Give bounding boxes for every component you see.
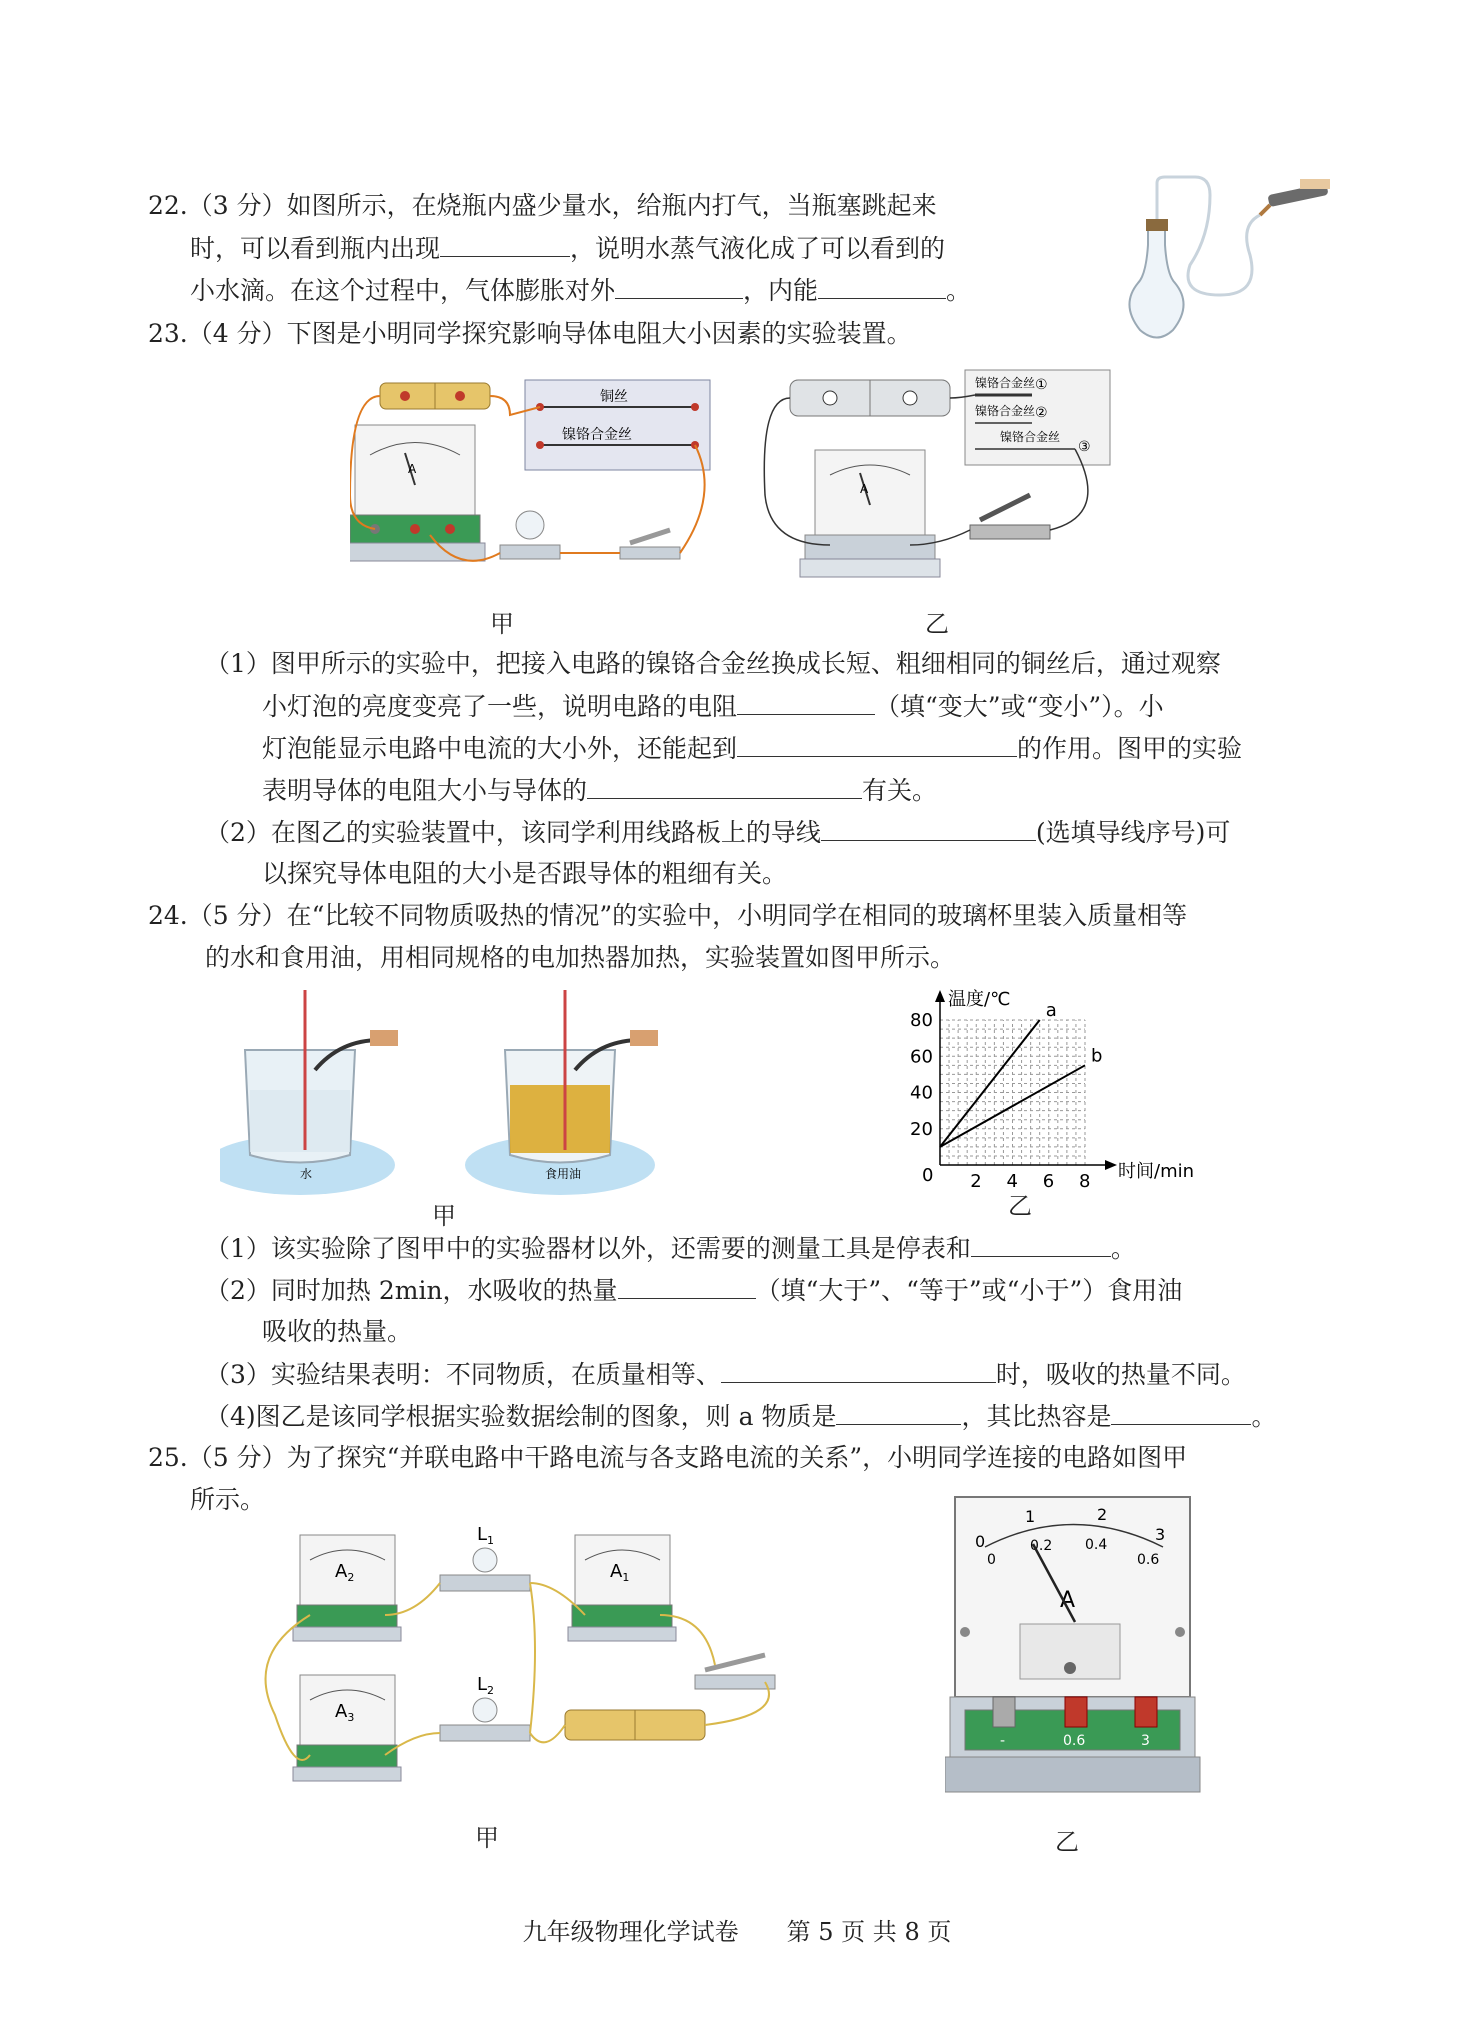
- svg-text:镍铬合金丝: 镍铬合金丝: [1000, 430, 1061, 444]
- svg-text:0.4: 0.4: [1085, 1537, 1108, 1553]
- svg-text:-: -: [1000, 1733, 1006, 1749]
- chart-grid: [940, 1020, 1085, 1165]
- q23-p2-line2: 以探究导体电阻的大小是否跟导体的粗细有关。: [262, 859, 788, 888]
- svg-text:A2: $A_2$: [335, 1561, 355, 1584]
- q25-cap-yi: 乙: [1055, 1828, 1079, 1856]
- q24-blank4[interactable]: [836, 1400, 961, 1425]
- q22-line3: 小水滴。在这个过程中，气体膨胀对外 ，内能 。: [190, 276, 972, 305]
- tube-icon: [1157, 177, 1260, 295]
- svg-text:2: 2: [1097, 1505, 1108, 1524]
- bulb-l2-icon: [473, 1698, 497, 1722]
- terminal-negative-icon: [993, 1697, 1015, 1727]
- q22-blank1[interactable]: [440, 232, 570, 257]
- wire-copper-label: 铜丝: [600, 389, 628, 405]
- terminal-3-icon: [1135, 1697, 1157, 1727]
- switch-icon: [970, 525, 1050, 539]
- switch-icon: [695, 1675, 775, 1689]
- q23-figure-jia: [350, 375, 720, 595]
- svg-text:镍铬合金丝: 镍铬合金丝: [975, 376, 1036, 390]
- q24-blank5[interactable]: [1111, 1400, 1251, 1425]
- beaker-water-label: 水: [300, 1167, 313, 1181]
- svg-text:0.6: 0.6: [1063, 1733, 1086, 1749]
- y-tick-label: 60: [910, 1046, 933, 1068]
- svg-text:②: ②: [1035, 405, 1048, 421]
- flask-pump-figure: [1110, 175, 1340, 350]
- q22-line2: 时，可以看到瓶内出现 ，说明水蒸气液化成了可以看到的: [190, 234, 946, 263]
- page-footer: 九年级物理化学试卷 第 5 页 共 8 页: [522, 1918, 952, 1946]
- svg-text:①: ①: [1035, 377, 1048, 393]
- svg-text:A: A: [408, 462, 417, 476]
- q22-blank2[interactable]: [615, 274, 743, 299]
- q25-title-line1: 25.（5 分）为了探究“并联电路中干路电流与各支路电流的关系”，小明同学连接的电路如图甲: [148, 1443, 1188, 1472]
- q24-p2c: 吸收的热量。: [262, 1317, 413, 1346]
- q22-line1: 22.（3 分）如图所示，在烧瓶内盛少量水，给瓶内打气，当瓶塞跳起来: [148, 191, 937, 220]
- q23-figure-yi: [760, 365, 1120, 595]
- q24-cap-jia: 甲: [432, 1202, 456, 1230]
- y-axis-arrow-icon: [935, 990, 945, 1002]
- x-tick-label: 6: [1042, 1171, 1055, 1192]
- q25-cap-jia: 甲: [475, 1824, 499, 1852]
- svg-text:0: 0: [975, 1532, 986, 1551]
- x-tick-label: 8: [1079, 1171, 1091, 1192]
- x-axis-label: 时间/min: [1118, 1161, 1195, 1182]
- q23-blank4[interactable]: [821, 816, 1036, 841]
- q23-cap-jia: 甲: [490, 610, 514, 638]
- svg-text:0: 0: [987, 1552, 996, 1568]
- q24-title-line1: 24.（5 分）在“比较不同物质吸热的情况”的实验中，小明同学在相同的玻璃杯里装入质量相等: [148, 901, 1188, 930]
- q24-figure-jia: [220, 980, 720, 1205]
- q23-title: 23.（4 分）下图是小明同学探究影响导体电阻大小因素的实验装置。: [148, 319, 912, 348]
- svg-text:③: ③: [1078, 439, 1091, 455]
- flask-icon: [1129, 225, 1183, 338]
- q24-chart: [900, 985, 1240, 1215]
- beaker-oil-label: 食用油: [545, 1167, 582, 1181]
- q24-p2: （2）同时加热 2min，水吸收的热量 （填“大于”、“等于”或“小于”）食用油: [205, 1276, 1183, 1305]
- q24-blank2[interactable]: [618, 1274, 756, 1299]
- terminal-0.6-icon: [1065, 1697, 1087, 1727]
- q24-title-line2: 的水和食用油，用相同规格的电加热器加热，实验装置如图甲所示。: [205, 943, 956, 972]
- q25-figure-jia: [255, 1515, 795, 1805]
- ammeter-a2-icon: [300, 1535, 395, 1605]
- svg-text:0.6: 0.6: [1137, 1552, 1160, 1568]
- bulb-l1-label: $L_1$: [477, 1524, 495, 1547]
- q23-p1-line3: 灯泡能显示电路中电流的大小外，还能起到 的作用。图甲的实验: [262, 734, 1243, 763]
- wire-nichrome-label: 镍铬合金丝: [562, 427, 632, 443]
- svg-text:1: 1: [1025, 1507, 1036, 1526]
- stopper-icon: [1146, 219, 1168, 231]
- q23-blank1[interactable]: [737, 690, 875, 715]
- svg-text:3: 3: [1141, 1733, 1150, 1749]
- q24-p4: （4)图乙是该同学根据实验数据绘制的图象，则 a 物质是 ，其比热容是 。: [205, 1402, 1277, 1431]
- q23-p1-line2: 小灯泡的亮度变亮了一些，说明电路的电阻 （填“变大”或“变小”）。小: [262, 692, 1164, 721]
- y-tick-label: 20: [910, 1118, 933, 1140]
- x-tick-label: 4: [1006, 1171, 1018, 1192]
- q23-cap-yi: 乙: [925, 610, 949, 638]
- ammeter-icon: [815, 450, 925, 535]
- svg-text:3: 3: [1155, 1525, 1166, 1544]
- x-tick-label: 2: [970, 1171, 982, 1192]
- bulb-l2-label: $L_2$: [477, 1674, 495, 1697]
- svg-text:A3: $A_3$: [335, 1701, 355, 1724]
- q25-title-line2: 所示。: [190, 1485, 266, 1514]
- q24-p1: （1）该实验除了图甲中的实验器材以外，还需要的测量工具是停表和 。: [205, 1234, 1136, 1263]
- ammeter-a1-icon: [575, 1535, 670, 1605]
- q23-p1-line4: 表明导体的电阻大小与导体的 有关。: [262, 776, 938, 805]
- q25-big-ammeter: [945, 1492, 1235, 1812]
- svg-text:0.2: 0.2: [1030, 1538, 1053, 1554]
- q22-blank3[interactable]: [818, 274, 946, 299]
- bulb-l1-icon: [473, 1548, 497, 1572]
- q23-blank3[interactable]: [587, 774, 862, 799]
- q24-blank1[interactable]: [971, 1232, 1111, 1257]
- svg-text:镍铬合金丝: 镍铬合金丝: [975, 404, 1036, 418]
- q24-cap-yi: 乙: [1008, 1192, 1032, 1220]
- ammeter-unit: A: [1060, 1588, 1076, 1613]
- origin-label: 0: [922, 1165, 934, 1186]
- series-label-a: a: [1045, 1000, 1057, 1021]
- series-label-b: b: [1091, 1045, 1103, 1067]
- q23-p2-line1: （2）在图乙的实验装置中，该同学利用线路板上的导线 (选填导线序号)可: [205, 818, 1231, 847]
- y-tick-label: 40: [910, 1082, 933, 1104]
- y-tick-label: 80: [910, 1010, 933, 1031]
- q24-p3: （3）实验结果表明：不同物质，在质量相等、 时，吸收的热量不同。: [205, 1360, 1246, 1389]
- svg-text:A: A: [860, 482, 869, 496]
- svg-text:A1: $A_1$: [610, 1561, 630, 1584]
- bulb-icon: [516, 511, 544, 539]
- q24-blank3[interactable]: [721, 1358, 996, 1383]
- x-axis-arrow-icon: [1105, 1160, 1117, 1170]
- ammeter-a3-icon: [300, 1675, 395, 1745]
- q23-p1-line1: （1）图甲所示的实验中，把接入电路的镍铬合金丝换成长短、粗细相同的铜丝后，通过观察: [205, 649, 1221, 678]
- switch-icon: [620, 547, 680, 559]
- q23-blank2[interactable]: [737, 732, 1017, 757]
- y-axis-label: 温度/℃: [948, 989, 1011, 1010]
